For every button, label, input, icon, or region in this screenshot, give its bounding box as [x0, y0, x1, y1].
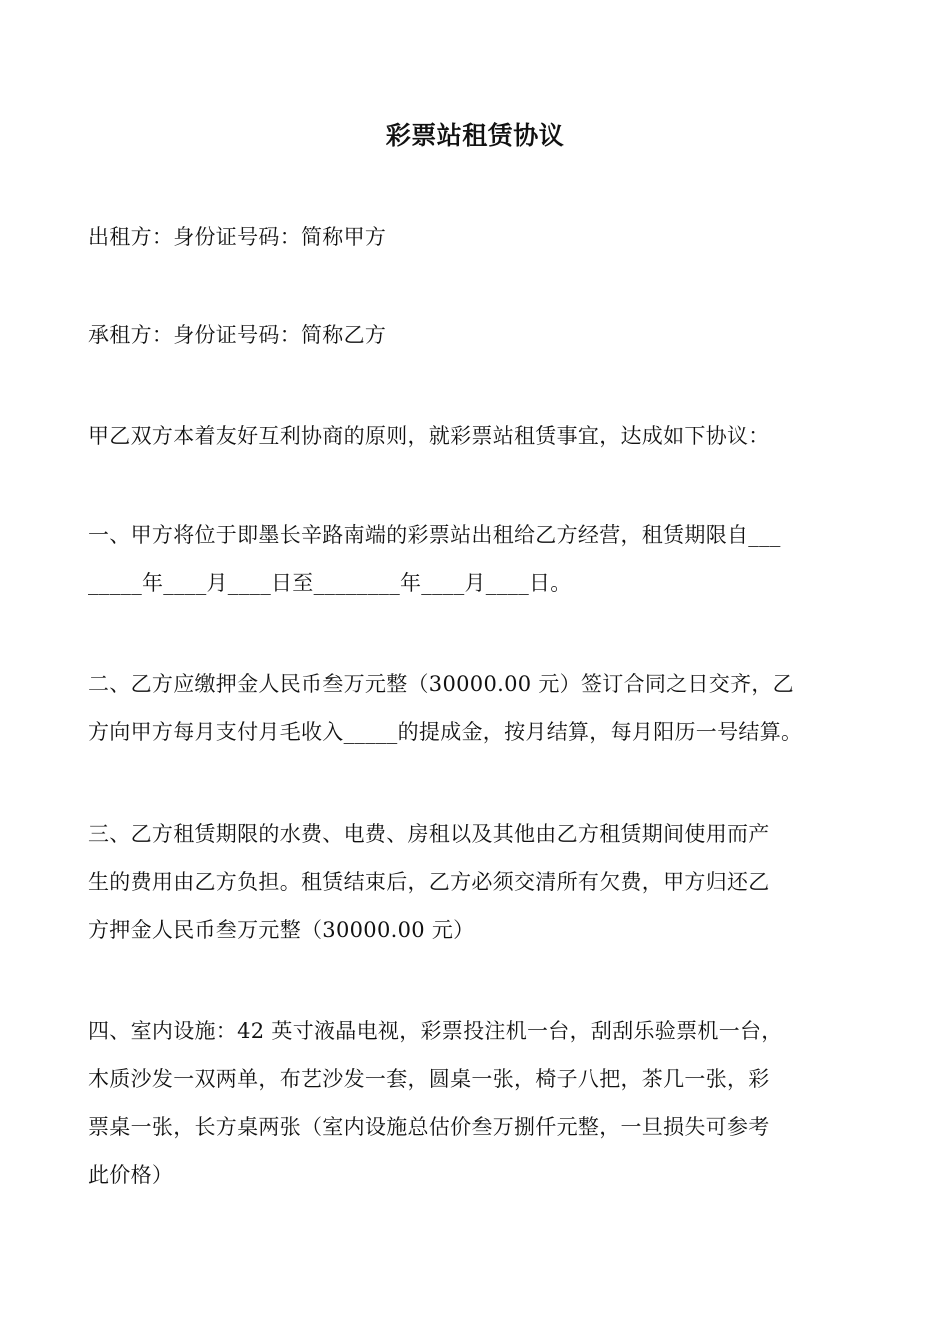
paragraph-line: 承租方：身份证号码：简称乙方 — [88, 323, 387, 347]
paragraph-line: 甲乙双方本着友好互利协商的原则，就彩票站租赁事宜，达成如下协议： — [88, 424, 770, 448]
document-title: 彩票站租赁协议 — [385, 121, 565, 150]
lessor-line — [88, 213, 878, 261]
paragraph-line: _____年____月____日至________年____月____日。 — [88, 571, 572, 595]
clause-3 — [88, 810, 878, 954]
lessee-line — [88, 311, 878, 359]
paragraph-line: 二、乙方应缴押金人民币叁万元整（30000.00 元）签订合同之日交齐，乙 — [88, 672, 794, 696]
paragraph-line: 三、乙方租赁期限的水费、电费、房租以及其他由乙方租赁期间使用而产 — [88, 822, 770, 846]
preamble-paragraph — [88, 412, 878, 460]
clause-2 — [88, 660, 878, 756]
clause-4 — [88, 1007, 878, 1199]
paragraph-line: 木质沙发一双两单，布艺沙发一套，圆桌一张，椅子八把，茶几一张，彩 — [88, 1067, 770, 1091]
paragraph-line: 生的费用由乙方负担。租赁结束后，乙方必须交清所有欠费，甲方归还乙 — [88, 870, 770, 894]
paragraph-line: 此价格） — [88, 1163, 174, 1187]
clause-1 — [88, 511, 878, 607]
paragraph-line: 一、甲方将位于即墨长辛路南端的彩票站出租给乙方经营，租赁期限自___ — [88, 523, 781, 547]
paragraph-line: 方押金人民币叁万元整（30000.00 元） — [88, 918, 475, 942]
paragraph-line: 方向甲方每月支付月毛收入_____的提成金，按月结算，每月阳历一号结算。 — [88, 720, 803, 744]
paragraph-line: 出租方：身份证号码：简称甲方 — [88, 225, 387, 249]
paragraph-line: 票桌一张，长方桌两张（室内设施总估价叁万捌仟元整，一旦损失可参考 — [88, 1115, 770, 1139]
paragraph-line: 四、室内设施：42 英寸液晶电视，彩票投注机一台，刮刮乐验票机一台， — [88, 1019, 783, 1043]
